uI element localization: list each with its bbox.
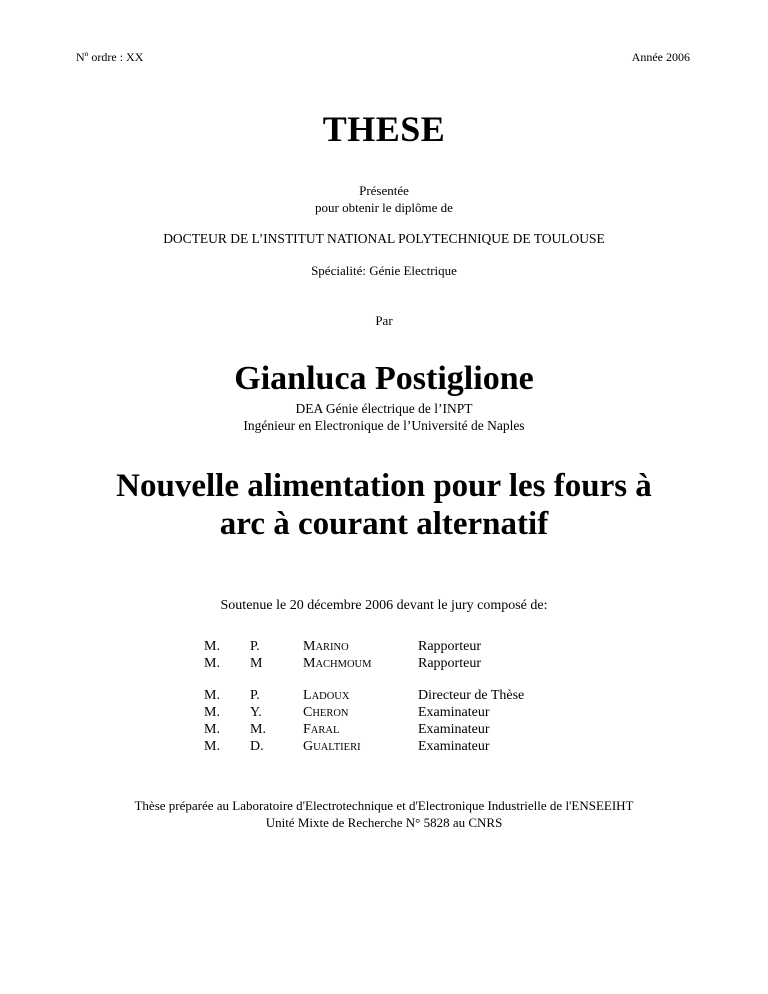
jury-role: Directeur de Thèse: [418, 688, 525, 703]
jury-initial: P.: [250, 688, 260, 703]
jury-list: [204, 638, 578, 770]
jury-title: M.: [204, 739, 220, 754]
jury-surname: GUALTIERI: [303, 739, 361, 754]
laboratory-line-1: Thèse préparée au Laboratoire d'Electrotechnique et d'Electronique Industrielle de l'ENSEEIHT: [134, 798, 634, 813]
jury-title: M.: [204, 688, 220, 703]
thesis-title-line-2: arc à courant alternatif: [219, 506, 549, 542]
author-credential-1: DEA Génie électrique de l’INPT: [295, 401, 473, 416]
defense-statement: Soutenue le 20 décembre 2006 devant le jury composé de:: [220, 598, 548, 613]
by-label: Par: [375, 313, 393, 328]
jury-surname: LADOUX: [303, 688, 350, 703]
laboratory-line-2: Unité Mixte de Recherche N° 5828 au CNRS: [265, 815, 503, 830]
jury-member: [204, 638, 578, 655]
jury-role: Examinateur: [418, 722, 490, 737]
jury-member: [204, 721, 578, 738]
jury-title: M.: [204, 639, 220, 654]
jury-initial: D.: [250, 739, 264, 754]
year: Année 2006: [631, 50, 690, 64]
jury-role: Examinateur: [418, 705, 490, 720]
jury-surname: MACHMOUM: [303, 656, 372, 671]
jury-initial: M: [250, 656, 263, 671]
jury-surname: MARINO: [303, 639, 349, 654]
jury-title: M.: [204, 656, 220, 671]
jury-member: [204, 687, 578, 704]
jury-role: Examinateur: [418, 739, 490, 754]
jury-title: M.: [204, 722, 220, 737]
jury-group-examiners: [204, 687, 578, 755]
jury-member: [204, 704, 578, 721]
jury-group-rapporteurs: [204, 638, 578, 672]
jury-member: [204, 655, 578, 672]
document-title: THESE: [322, 109, 446, 149]
degree: DOCTEUR DE L’INSTITUT NATIONAL POLYTECHNIQUE DE TOULOUSE: [163, 231, 605, 246]
jury-surname: CHERON: [303, 705, 349, 720]
jury-surname: FARAL: [303, 722, 340, 737]
jury-role: Rapporteur: [418, 639, 481, 654]
author-credential-2: Ingénieur en Electronique de l’Université de Naples: [243, 418, 525, 433]
jury-member: [204, 738, 578, 755]
presented-line-1: Présentée: [359, 183, 409, 198]
presented-line-2: pour obtenir le diplôme de: [315, 200, 453, 215]
order-number: Nº ordre : XX: [76, 50, 144, 64]
author-name: Gianluca Postiglione: [234, 360, 534, 397]
specialty: Spécialité: Génie Electrique: [311, 263, 457, 278]
jury-initial: M.: [250, 722, 266, 737]
jury-initial: Y.: [250, 705, 262, 720]
thesis-title-line-1: Nouvelle alimentation pour les fours à: [116, 468, 652, 504]
jury-title: M.: [204, 705, 220, 720]
jury-role: Rapporteur: [418, 656, 481, 671]
jury-initial: P.: [250, 639, 260, 654]
